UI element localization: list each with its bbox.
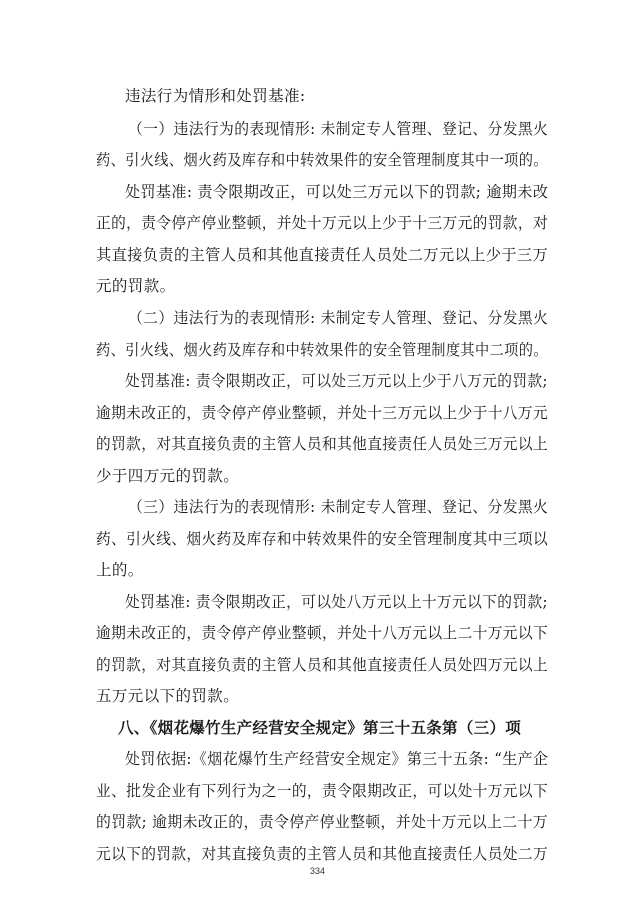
case-three-penalty-cont: 的罚款，对其直接负责的主管人员和其他直接责任人员处四万元以上: [96, 656, 549, 674]
case-one-penalty-cont: 正的，责令停产停业整顿，并处十万元以上少于十三万元的罚款，对: [96, 214, 549, 232]
case-one-situation-cont: 药、引火线、烟火药及库存和中转效果件的安全管理制度其中一项的。: [96, 151, 548, 169]
page-number: 334: [309, 866, 326, 876]
penalty-basis-cont: 业、批发企业有下列行为之一的，责令限期改正，可以处十万元以下: [96, 782, 549, 800]
penalty-basis-cont: 的罚款; 逾期未改正的，责令停产停业整顿，并处十万元以上二十万: [96, 813, 549, 831]
case-three-situation-cont: 药、引火线、烟火药及库存和中转效果件的安全管理制度其中三项以: [96, 530, 549, 548]
case-three-penalty-end: 五万元以下的罚款。: [96, 687, 240, 705]
case-three-situation-end: 上的。: [96, 561, 144, 579]
section-heading: 八、《烟花爆竹生产经营安全规定》第三十五条第（三）项: [118, 719, 522, 737]
case-three-penalty: 处罚基准: 责令限期改正，可以处八万元以上十万元以下的罚款;: [125, 593, 548, 611]
case-two-penalty-cont: 逾期未改正的，责令停产停业整顿，并处十三万元以上少于十八万元: [96, 404, 549, 422]
penalty-basis-cont: 元以下的罚款，对其直接负责的主管人员和其他直接责任人员处二万: [96, 845, 549, 863]
case-three-situation: （三）违法行为的表现情形: 未制定专人管理、登记、分发黑火: [128, 498, 549, 516]
case-two-penalty-end: 少于四万元的罚款。: [96, 467, 240, 485]
case-two-penalty-cont: 的罚款，对其直接负责的主管人员和其他直接责任人员处三万元以上: [96, 435, 549, 453]
case-one-penalty-end: 元的罚款。: [96, 277, 176, 295]
penalty-basis: 处罚依据:《烟花爆竹生产经营安全规定》第三十五条: “生产企: [125, 750, 549, 768]
case-two-penalty: 处罚基准: 责令限期改正，可以处三万元以上少于八万元的罚款;: [125, 372, 548, 390]
section-intro: 违法行为情形和处罚基准:: [125, 87, 306, 105]
case-one-penalty: 处罚基准: 责令限期改正，可以处三万元以下的罚款; 逾期未改: [125, 183, 549, 201]
case-one-penalty-cont: 其直接负责的主管人员和其他直接责任人员处二万元以上少于三万: [96, 246, 549, 264]
case-two-situation: （二）违法行为的表现情形: 未制定专人管理、登记、分发黑火: [128, 309, 549, 327]
case-three-penalty-cont: 逾期未改正的，责令停产停业整顿，并处十八万元以上二十万元以下: [96, 624, 549, 642]
case-two-situation-cont: 药、引火线、烟火药及库存和中转效果件的安全管理制度其中二项的。: [96, 341, 548, 359]
case-one-situation: （一）违法行为的表现情形: 未制定专人管理、登记、分发黑火: [128, 120, 549, 138]
